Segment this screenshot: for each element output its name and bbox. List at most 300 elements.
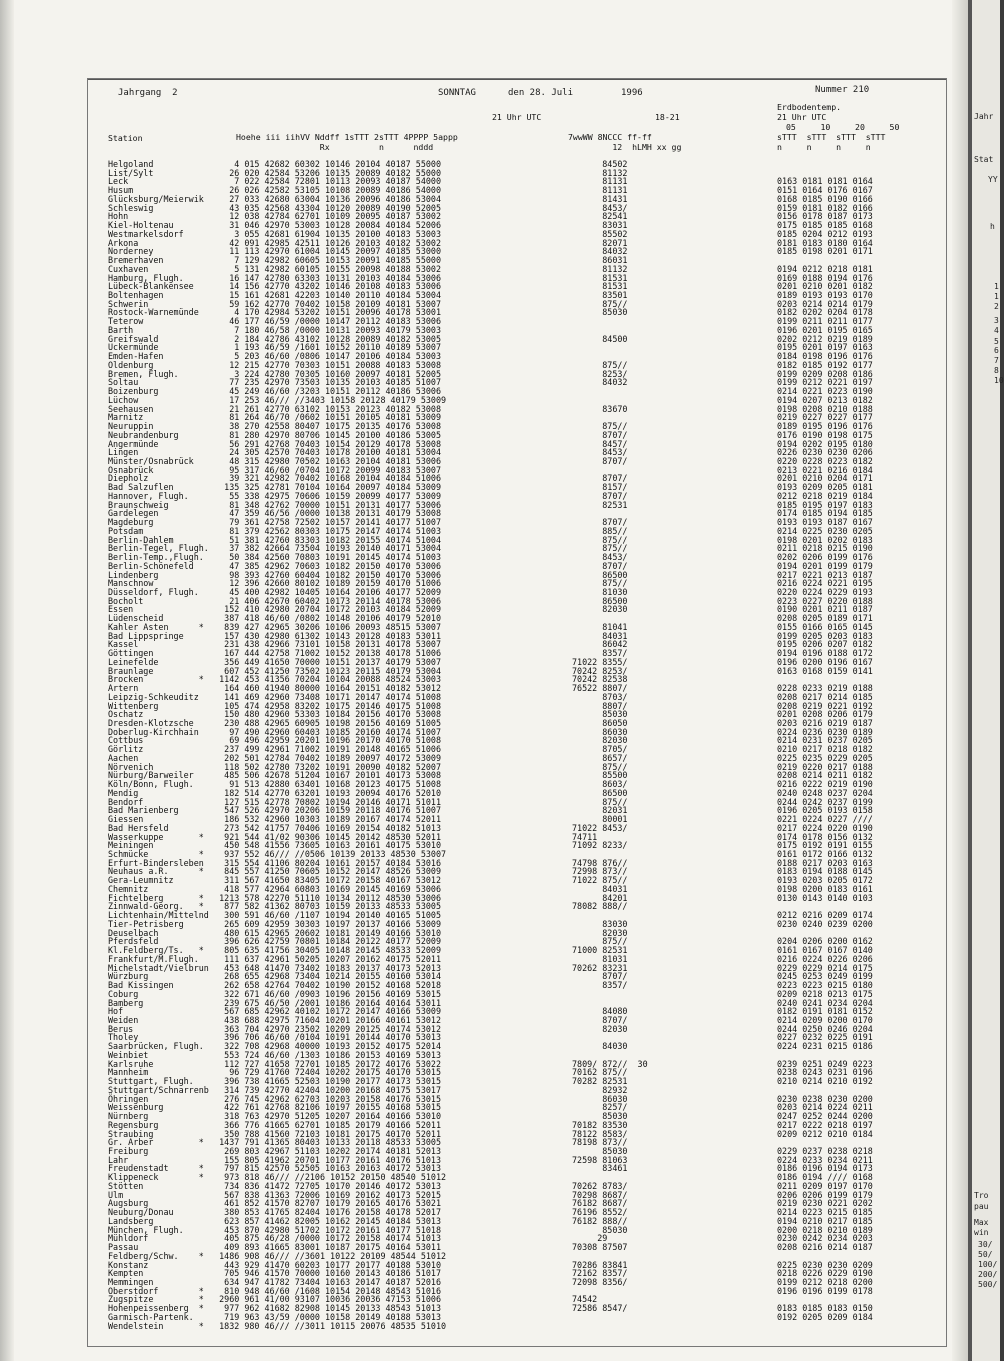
obs-values: 82030 [572,604,628,615]
soil-temperatures: 0224 0231 0215 0186 [777,1041,873,1052]
next-page-win: win [974,1228,989,1237]
station-name: Weiden [108,1014,139,1025]
station-name: Nörvenich [108,761,154,772]
soil-temperatures: 0130 0143 0140 0103 [777,892,873,903]
soil-temperatures: 0206 0206 0199 0179 [777,1189,873,1200]
synop-values: 366 776 41665 62701 10185 20179 40166 52011 [204,1119,441,1130]
synop-values: 553 724 46/60 /1303 10186 20153 40169 53013 [204,1049,441,1060]
synop-values: 45 400 42982 10405 10164 20106 40177 52009 [204,586,441,597]
soil-temperatures: 0223 0227 0220 0188 [777,595,873,606]
station-name: Essen [108,604,134,615]
station-name: Würzburg [108,971,149,982]
soil-temperatures: 0195 0206 0207 0182 [777,639,873,650]
synop-values: 56 291 42768 70403 10154 20129 40178 53008 [204,438,441,449]
obs-values: 85030 [572,1145,628,1156]
obs-values: 70286 83841 [572,1259,628,1270]
synop-values: 480 615 42965 20602 10181 20149 40166 53010 [204,927,441,938]
soil-temperatures: 0194 0196 0188 0172 [777,648,873,659]
station-name: Münster/Osnabrück [108,455,194,466]
station-name: Neubrandenburg [108,429,179,440]
next-page-number: 8 [994,366,999,375]
synop-values: 69 496 42959 20201 10196 20170 40170 51008 [204,735,441,746]
soil-temperatures: 0239 0251 0249 0223 [777,1058,873,1069]
obs-values: 85500 [572,770,628,781]
obs-values: 8707/ [572,473,628,484]
soil-temperatures: 0169 0188 0194 0176 [777,272,873,283]
synop-values: 43 035 42568 43304 10120 20089 40190 52005 [204,202,441,213]
obs-values: 82030 [572,1023,628,1034]
synop-values: 877 582 41362 80703 10159 20133 48533 53005 [204,901,441,912]
soil-temperatures: 0212 0216 0209 0174 [777,910,873,921]
synop-values: 845 557 41250 70605 10152 20147 48526 53009 [204,866,441,877]
soil-subheader: n n n n [777,142,871,152]
station-name: Bremen, Flugh. [108,368,179,379]
next-page-line: 30/ [978,1240,993,1249]
station-name: Mühldorf [108,1233,149,1244]
station-name: Seehausen [108,403,154,414]
obs-values: 84201 [572,892,628,903]
station-name: Lichtenhain/Mittelnd [108,910,209,921]
synop-values: 1 193 46/59 /1601 10152 20110 40189 53007 [204,342,441,353]
obs-values: 82541 [572,211,628,222]
obs-values: 84030 [572,1041,628,1052]
station-name: Bad Salzuflen [108,482,174,493]
synop-values: 186 532 42960 10303 10189 20167 40174 52011 [204,814,441,825]
obs-values: 86042 [572,639,628,650]
soil-temperatures: 0176 0190 0198 0175 [777,429,873,440]
obs-values: 70242 82538 [572,674,628,685]
synop-values: 81 348 42762 70000 10151 20131 40177 53006 [204,499,441,510]
soil-temperatures: 0196 0200 0196 0167 [777,656,873,667]
synop-values: 396 626 42759 70801 10184 20122 40177 52009 [204,936,441,947]
synop-values: 973 818 46/// //2106 10152 20150 48540 51012 [204,1172,447,1183]
synop-values: 418 577 42964 60803 10169 20145 40169 53006 [204,883,441,894]
synop-values: 363 704 42970 23502 10209 20125 40174 53012 [204,1023,441,1034]
next-page-pau: pau [974,1202,989,1211]
soil-temperatures: 0230 0238 0230 0200 [777,1093,873,1104]
synop-values: 17 253 46/// //3403 10158 20128 40179 53009 [204,394,447,405]
station-name: Wendelstein * [108,1320,204,1331]
station-name: Hof [108,1006,124,1017]
station-name: Göttingen [108,648,154,659]
soil-temperatures: 0203 0216 0219 0187 [777,718,873,728]
obs-values: 86030 [572,1093,628,1104]
station-name: Coburg [108,988,139,999]
soil-temperatures: 0244 0242 0237 0199 [777,796,873,807]
synop-values: 623 857 41462 82005 10162 20145 40184 53013 [204,1215,441,1226]
soil-temperatures: 0194 0207 0213 0182 [777,394,873,405]
synop-values: 3 224 42780 70305 10160 20097 40181 52005 [204,368,441,379]
station-name: Neuburg/Donau [108,1207,174,1218]
synop-values: 2 184 42786 43102 10128 20089 40182 53005 [204,333,441,344]
page-binding-edge [0,0,14,1361]
station-name: Greifswald [108,333,159,344]
station-name: Zinnwald-Georg. * [108,901,204,912]
synop-values: 547 526 42970 20206 10159 20118 40176 51007 [204,805,441,816]
obs-values: 81431 [572,193,628,204]
station-name: Berlin-Schönefeld [108,560,194,571]
obs-values: 8707/ [572,490,628,501]
soil-temperatures: 0217 0221 0213 0187 [777,569,873,580]
synop-values: 567 838 41363 72006 10169 20162 40173 52015 [204,1189,441,1200]
station-name: Weissenburg [108,1102,164,1113]
station-name: Schwerin [108,298,149,309]
soil-temperatures: 0214 0209 0200 0170 [777,1014,873,1025]
soil-temperatures: 0211 0209 0197 0170 [777,1180,873,1191]
obs-values: 80001 [572,814,628,825]
obs-values: 84500 [572,333,628,344]
synop-values: 634 947 41782 73404 10163 20147 40187 52016 [204,1277,441,1287]
obs-values: 86500 [572,595,628,606]
station-name: Helgoland [108,159,154,169]
station-name: Potsdam [108,525,144,536]
station-name: Dresden-Klotzsche [108,718,194,728]
station-name: Straubing [108,1128,154,1139]
station-name: Klippeneck * [108,1172,204,1183]
synop-values: 356 449 41650 70000 10151 20137 40179 53007 [204,656,441,667]
soil-temperatures: 0220 0224 0229 0193 [777,586,873,597]
station-name: Erfurt-Bindersleben [108,857,204,868]
station-name: Feldberg/Schw. * [108,1250,204,1261]
obs-values: 85030 [572,307,628,318]
station-name: Gardelegen [108,508,159,519]
soil-temperatures: 0189 0193 0193 0170 [777,290,873,301]
next-page-number: 2 [994,302,999,311]
soil-temperatures: 0185 0204 0212 0193 [777,228,873,239]
synop-values: 1142 453 41356 70204 10104 20088 48524 53003 [204,674,441,685]
obs-values: 70182 83530 [572,1119,628,1130]
soil-temperatures: 0208 0216 0214 0187 [777,1242,873,1253]
soil-temperatures: 0194 0210 0217 0185 [777,1215,873,1226]
station-name: Bremerhaven [108,255,164,266]
station-name: Bocholt [108,595,144,606]
soil-temperatures: 0221 0224 0227 //// [777,814,873,825]
obs-values: 72998 873// [572,866,628,877]
synop-values: 230 488 42965 60905 10198 20156 40169 51005 [204,718,441,728]
obs-values [572,990,772,999]
obs-values: 8705/ [572,744,628,755]
soil-temperatures: 0225 0235 0229 0205 [777,752,873,763]
synop-values: 59 162 42770 70402 10158 20109 40181 53007 [204,298,441,309]
station-name: Ulm [108,1189,124,1200]
obs-values: 875// [572,298,628,309]
soil-temperatures: 0185 0198 0201 0171 [777,246,873,257]
station-name: Düsseldorf, Flugh. [108,586,199,597]
synop-values: 322 671 46/60 /0903 10196 20156 40169 53015 [204,988,441,999]
synop-values: 37 382 42664 73504 10193 20140 40171 53004 [204,543,441,554]
synop-values: 405 875 46/28 /0000 10172 20158 40174 51013 [204,1233,441,1244]
synop-values: 81 264 46/70 /0602 10151 20105 40181 53009 [204,412,441,423]
station-name: Lindenberg [108,569,159,580]
synop-values: 567 685 42962 40102 10172 20147 40166 53009 [204,1006,441,1017]
synop-values: 810 948 46/60 /1608 10154 20148 48543 51016 [204,1285,441,1296]
synop-values: 118 502 42780 73202 10191 20090 40182 52007 [204,761,441,772]
station-name: Leipzig-Schkeuditz [108,691,199,702]
obs-values: 71022 875// [572,875,628,886]
soil-temperatures: 0230 0242 0234 0203 [777,1233,873,1244]
soil-temperatures: 0209 0212 0210 0184 [777,1128,873,1139]
station-name: Lahr [108,1154,129,1165]
synop-values: 31 046 42970 53003 10128 20084 40184 52006 [204,220,441,231]
synop-values: 2960 961 41/00 93107 10036 20036 47153 51006 [204,1294,441,1305]
soil-temperatures: 0229 0229 0214 0175 [777,962,873,973]
obs-values: 8453/ [572,552,628,563]
station-name: Nürnberg [108,1111,149,1122]
soil-temperatures [777,160,937,169]
synop-values: 26 026 42582 53105 10108 20089 40186 54000 [204,185,441,196]
station-name: Passau [108,1242,139,1253]
synop-values: 396 706 46/60 /0104 10191 20144 40170 53013 [204,1032,441,1043]
synop-values: 26 020 42584 53206 10135 20089 40182 55000 [204,167,441,178]
synop-values: 237 499 42961 71002 10191 20148 40165 51006 [204,744,441,755]
next-page-jahr: Jahr [974,112,994,121]
station-name: Karlsruhe [108,1058,154,1069]
obs-values: 82932 [572,1084,628,1095]
soil-temperatures: 0224 0233 0234 0211 [777,1154,873,1165]
synop-values: 311 567 41650 83405 10172 20158 40167 53012 [204,875,441,886]
obs-values: 8707/ [572,560,628,571]
obs-values: 8657/ [572,752,628,763]
soil-temperatures: 0202 0206 0199 0176 [777,552,873,563]
station-name: Lingen [108,447,139,458]
soil-temperatures: 0156 0178 0187 0173 [777,211,873,222]
soil-temperatures: 0189 0195 0196 0176 [777,421,873,432]
soil-temperatures: 0230 0240 0239 0200 [777,918,873,929]
soil-temperatures: 0219 0227 0227 0177 [777,412,873,423]
station-name: Hamburg, Flugh. [108,272,184,283]
synop-values: 150 480 42960 53303 10184 20156 40170 53008 [204,709,441,720]
station-name: Berlin-Tegel, Flugh. [108,543,209,554]
synop-values: 322 708 42968 40000 10193 20152 40175 52014 [204,1041,441,1052]
synop-values: 269 803 42967 51103 10202 20174 40181 52013 [204,1145,441,1156]
soil-temperatures: 0193 0193 0187 0167 [777,517,873,528]
report-sheet [87,78,947,1347]
soil-temperatures: 0183 0194 0188 0145 [777,866,873,877]
station-name: Chemnitz [108,883,149,894]
soil-temperatures: 0226 0230 0230 0206 [777,447,873,458]
synop-values: 719 963 43/59 /0000 10158 20149 40188 53013 [204,1311,441,1322]
obs-values: 76196 8552/ [572,1207,628,1218]
station-name: Angermünde [108,438,159,449]
synop-values: 81 280 42970 80706 10145 20100 40186 53005 [204,429,441,440]
synop-values: 21 406 42670 60402 10173 20114 40178 53006 [204,595,441,606]
station-name: Magdeburg [108,517,154,528]
jahrgang-label: Jahrgang 2 [118,88,178,98]
obs-values: 8707/ [572,1014,628,1025]
station-name: Kiel-Holtenau [108,220,174,231]
obs-values: 74711 [572,831,598,842]
synop-values: 96 729 41760 72404 10202 20175 40170 53015 [204,1067,441,1078]
station-name: Bad Lippspringe [108,630,184,641]
station-name: Bad Kissingen [108,980,174,991]
synop-values: 318 763 42970 51205 10207 20164 40166 53010 [204,1111,441,1122]
obs-values: 875// [572,796,628,807]
soil-temperatures: 0194 0212 0218 0181 [777,263,873,274]
obs-values: 72586 8547/ [572,1303,628,1314]
soil-temperatures: 0198 0200 0183 0161 [777,883,873,894]
station-name: Emden-Hafen [108,351,164,362]
station-name: Görlitz [108,744,144,755]
obs-values: 81131 [572,185,628,196]
station-name: Braunschweig [108,499,169,510]
soil-temperatures: 0220 0228 0223 0182 [777,455,873,466]
station-name: Michelstadt/Vielbrun [108,962,209,973]
depth-header: 05 10 20 50 [786,122,900,132]
synop-values: 265 609 42959 30303 10197 20137 40166 53009 [204,918,441,929]
synop-values: 91 513 42880 63401 10168 20123 40175 51008 [204,779,441,790]
soil-temperatures: 0188 0217 0203 0163 [777,857,873,868]
soil-temperatures: 0155 0166 0165 0145 [777,621,873,632]
obs-values: 82071 [572,237,628,248]
soil-column [777,160,937,1330]
synop-values: 39 321 42982 70402 10168 20104 40184 51006 [204,473,441,484]
synop-values: 1832 980 46/// //3011 10115 20076 48535 51010 [204,1320,447,1331]
station-name: Deuselbach [108,927,159,938]
obs-values: 81031 [572,953,628,964]
obs-values: 74798 876// [572,857,628,868]
soil-temperatures: 0224 0236 0230 0189 [777,726,873,737]
soil-temperatures: 0240 0241 0234 0204 [777,997,873,1008]
soil-temperatures: 0181 0183 0180 0164 [777,237,873,248]
obs-values: 8603/ [572,779,628,790]
soil-temperatures: 0210 0217 0218 0182 [777,744,873,755]
obs-values: 83670 [572,403,628,414]
soil-temperatures: 0196 0196 0199 0178 [777,1285,873,1296]
soil-temperatures: 0151 0164 0176 0167 [777,185,873,196]
station-name: Memmingen [108,1277,154,1287]
synop-values: 98 393 42760 60404 10182 20150 40170 53006 [204,569,441,580]
synop-values: 396 738 41665 52503 10190 20177 40173 53015 [204,1076,441,1087]
soil-temperatures: 0216 0224 0226 0206 [777,953,873,964]
soil-temperatures: 0227 0232 0225 0191 [777,1032,873,1043]
obs-values: 8707/ [572,455,628,466]
station-name: Boizenburg [108,386,159,397]
obs-values: 875// [572,578,628,589]
soil-temperatures: 0175 0185 0185 0168 [777,220,873,231]
soil-temperatures [777,1322,937,1331]
station-name: Fichtelberg * [108,892,204,903]
station-name: Zugspitze * [108,1294,204,1305]
next-page-tro: Tro [974,1191,989,1200]
soil-temperatures: 0201 0210 0201 0182 [777,281,873,292]
soil-temperatures: 0202 0212 0219 0189 [777,333,873,344]
obs-values: 78082 888// [572,901,628,912]
obs-values: 86500 [572,569,628,580]
station-name: Marnitz [108,412,144,423]
obs-values: 84031 [572,630,628,641]
station-name: Hohenpeissenberg * [108,1303,204,1314]
soil-temperatures: 0195 0201 0197 0163 [777,342,873,353]
synop-values: 977 962 41682 82908 10145 20133 48543 51013 [204,1303,441,1314]
station-name: Konstanz [108,1259,149,1270]
station-name: Diepholz [108,473,149,484]
synop-values: 127 515 42778 70802 10194 20146 40171 51011 [204,796,441,807]
synop-values: 21 261 42770 63102 10153 20123 40182 53008 [204,403,441,414]
synop-values: 453 648 41470 73402 10183 20137 40173 52013 [204,962,441,973]
station-name: List/Sylt [108,167,154,178]
station-name: Uckermünde [108,342,159,353]
obs-values: 86031 [572,255,628,266]
station-name: Soltau [108,377,139,388]
synop-values: 47 359 46/56 /0000 10138 20131 40179 53008 [204,508,441,519]
soil-header: sTTT sTTT sTTT sTTT [777,132,886,142]
synop-values: 3 055 42681 61904 10135 20100 40183 53003 [204,228,441,239]
synop-values: 95 317 46/60 /0704 10172 20099 40183 53007 [204,464,441,475]
soil-temperatures: 0193 0203 0205 0172 [777,875,873,886]
obs-values: 8453/ [572,202,628,213]
soil-temperatures: 0212 0218 0219 0184 [777,490,873,501]
synop-values: 443 929 41470 60203 10177 20177 40188 53010 [204,1259,441,1270]
synop-values: 607 452 41250 73502 10123 20115 40179 53004 [204,665,441,676]
synop-values: 5 131 42982 60105 10155 20098 40188 53002 [204,263,441,274]
obs-values: 82030 [572,735,628,746]
station-name: Osnabrück [108,464,154,475]
soil-temperatures: 0194 0201 0199 0179 [777,560,873,571]
synop-values: 50 384 42560 70803 10191 20145 40174 51003 [204,552,441,563]
obs-values: 76182 8687/ [572,1198,628,1209]
top-rule [88,79,946,80]
synop-values: 461 852 41570 82707 10179 20165 40176 53021 [204,1198,441,1209]
station-name: Hannover, Flugh. [108,490,189,501]
obs-values: 86500 [572,787,628,798]
soil-temperatures: 0240 0248 0237 0204 [777,787,873,798]
soil-temperatures: 0210 0214 0210 0192 [777,1076,873,1087]
synop-values: 12 215 42770 70303 10151 20088 40183 53008 [204,359,441,370]
station-name: Öhringen [108,1093,149,1104]
soil-temperatures: 0208 0214 0211 0182 [777,770,873,781]
station-name: Norderney [108,246,154,257]
obs-values: 72598 81063 [572,1154,628,1165]
synop-values: 262 658 42764 70402 10190 20152 40168 52018 [204,980,441,991]
synop-values: 268 655 42968 73404 10214 20155 40160 53014 [204,971,441,982]
soil-temperatures: 0159 0181 0182 0166 [777,202,873,213]
obs-subheader: 12 hLMH xx gg [568,142,682,152]
synop-values: 276 745 42962 62703 10203 20158 40176 53015 [204,1093,441,1104]
station-name: Doberlug-Kirchhain [108,726,199,737]
synop-values: 48 315 42980 70502 10163 20104 40181 53006 [204,455,441,466]
soil-temperatures: 0182 0202 0204 0178 [777,307,873,318]
obs-values: 83031 [572,220,628,231]
soil-temperatures: 0225 0230 0230 0209 [777,1259,873,1270]
station-name: Aachen [108,752,139,763]
obs-values: 84032 [572,246,628,257]
synop-values: 47 385 42962 70603 10182 20150 40170 53006 [204,560,441,571]
synop-values: 167 444 42758 71002 10152 20138 40178 51006 [204,648,441,659]
station-name: Lübeck-Blankensee [108,281,194,292]
soil-temperatures: 0208 0205 0189 0171 [777,613,873,624]
obs-values: 875// [572,936,628,947]
next-page-number: 1 [994,282,999,291]
synop-values: 157 430 42980 61302 10143 20128 40183 53011 [204,630,441,641]
soil-temperatures: 0223 0223 0215 0180 [777,980,873,991]
station-name: Leck [108,176,129,187]
station-name: Bad Marienberg [108,805,179,816]
station-name: Pferdsfeld [108,936,159,947]
obs-values: 82030 [572,927,628,938]
station-name: Artern [108,683,139,694]
synop-values: 141 469 42960 73408 10171 20147 40174 51008 [204,691,441,702]
synop-values: 79 361 42758 72502 10157 20141 40177 51007 [204,517,441,528]
synop-values: 453 870 42980 51702 10172 20161 40177 51018 [204,1224,441,1235]
station-name: Landsberg [108,1215,154,1226]
station-name: Leinefelde [108,656,159,667]
synop-values: 797 815 42570 52505 10163 20163 40172 53013 [204,1163,441,1174]
station-name: Glücksburg/Meierwik [108,193,204,204]
soil-temperatures: 0214 0223 0215 0185 [777,1207,873,1218]
soil-temperatures: 0247 0252 0244 0200 [777,1111,873,1122]
station-name: Tier-Petrisberg [108,918,184,929]
soil-temperatures: 0190 0201 0211 0187 [777,604,873,615]
